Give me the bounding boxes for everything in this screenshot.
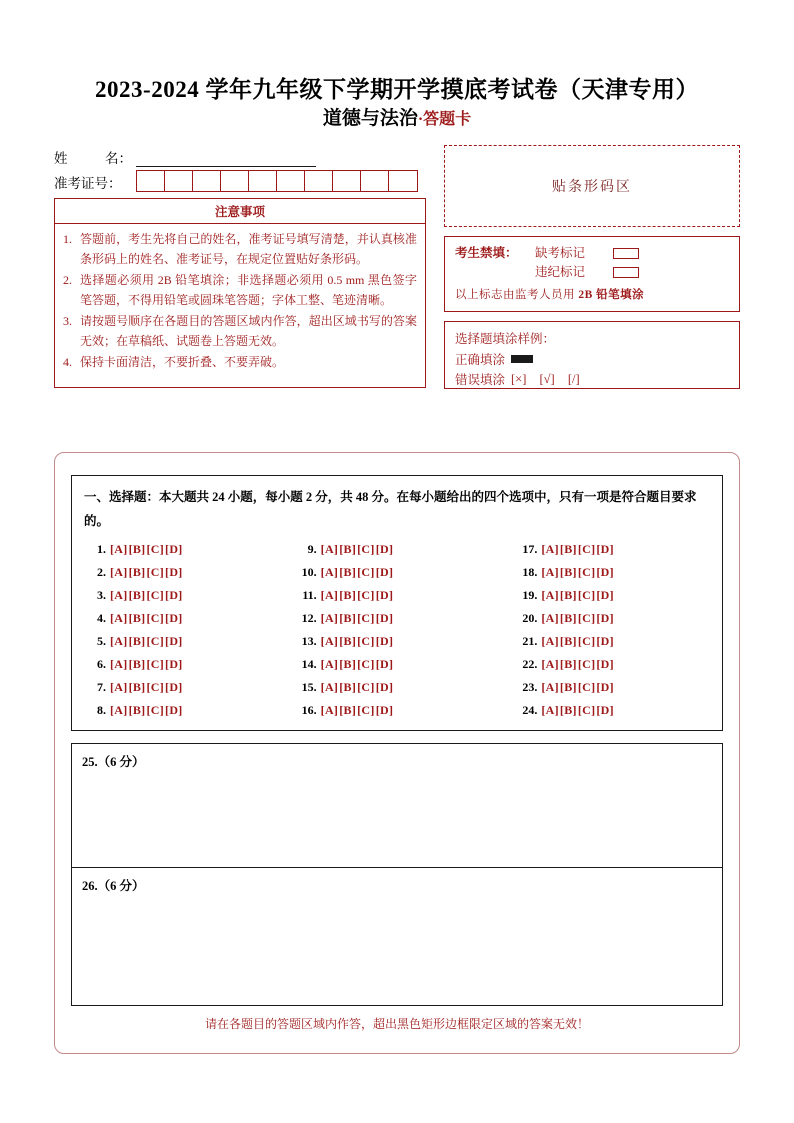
option-d[interactable]: [D] — [596, 610, 614, 625]
candidate-info-column — [54, 145, 426, 389]
question-25-area[interactable] — [71, 743, 723, 868]
option-c[interactable]: [C] — [577, 541, 596, 556]
mc-number: 21. — [522, 633, 538, 648]
name-field-row — [54, 145, 426, 167]
mc-options[interactable] — [110, 657, 184, 672]
option-d[interactable]: [D] — [165, 656, 183, 671]
wrong-fill-row — [455, 370, 729, 388]
option-c[interactable]: [C] — [357, 587, 375, 602]
option-b[interactable]: [B] — [339, 656, 357, 671]
option-c[interactable]: [C] — [146, 610, 165, 625]
option-a[interactable]: [A] — [541, 587, 559, 602]
option-a[interactable]: [A] — [110, 679, 128, 694]
mc-row[interactable] — [515, 630, 710, 653]
mc-row[interactable] — [515, 538, 710, 561]
mc-row[interactable] — [84, 699, 279, 722]
footer-note: 请在各题目的答题区域内作答，超出黑色矩形边框限定区域的答案无效！ — [204, 1016, 589, 1031]
subject-title — [0, 107, 794, 132]
option-d[interactable]: [D] — [165, 610, 183, 625]
mc-options[interactable] — [541, 703, 615, 718]
mc-number: 3. — [97, 587, 106, 602]
mc-options[interactable] — [110, 611, 184, 626]
notes-body — [54, 223, 426, 388]
option-a[interactable]: [A] — [110, 541, 128, 556]
correct-fill-row — [455, 350, 729, 368]
mc-options[interactable] — [321, 588, 395, 603]
mc-row[interactable] — [295, 561, 490, 584]
option-c[interactable]: [C] — [357, 633, 375, 648]
mc-row[interactable] — [84, 538, 279, 561]
option-d[interactable]: [D] — [375, 679, 394, 694]
forbidden-marks-panel — [444, 236, 740, 312]
mc-number: 15. — [301, 679, 317, 694]
mc-row[interactable] — [295, 699, 490, 722]
mc-number: 20. — [522, 610, 538, 625]
option-a[interactable]: [A] — [541, 656, 559, 671]
notes-title: 注意事项 — [54, 198, 426, 223]
mc-options[interactable] — [321, 611, 395, 626]
option-c[interactable]: [C] — [146, 679, 165, 694]
exam-number-boxes[interactable] — [136, 170, 418, 192]
check-mark-icon: [√] — [539, 371, 555, 386]
option-b[interactable]: [B] — [339, 610, 357, 625]
option-a[interactable]: [A] — [320, 587, 339, 602]
mc-row[interactable] — [84, 584, 279, 607]
option-a[interactable]: [A] — [110, 656, 128, 671]
note-text: 请按题号顺序在各题目的答题区域内作答，超出区域书写的答案无效；在草稿纸、试题卷上答题无效。 — [80, 314, 417, 348]
barcode-sticker-area — [444, 145, 740, 227]
option-a[interactable]: [A] — [110, 564, 128, 579]
option-d[interactable]: [D] — [596, 564, 614, 579]
option-a[interactable]: [A] — [110, 633, 128, 648]
option-a[interactable]: [A] — [320, 610, 339, 625]
option-b[interactable]: [B] — [559, 541, 577, 556]
option-d[interactable]: [D] — [596, 587, 614, 602]
option-b[interactable]: [B] — [128, 564, 146, 579]
mc-column-3 — [489, 538, 710, 722]
option-d[interactable]: [D] — [165, 541, 183, 556]
mc-column-2 — [279, 538, 490, 722]
option-c[interactable]: [C] — [357, 610, 375, 625]
mc-options[interactable] — [110, 680, 184, 695]
option-b[interactable]: [B] — [128, 587, 146, 602]
option-d[interactable]: [D] — [375, 656, 394, 671]
mc-number: 16. — [301, 702, 317, 717]
option-c[interactable]: [C] — [146, 656, 165, 671]
option-b[interactable]: [B] — [559, 564, 577, 579]
forbidden-footnote — [455, 286, 729, 302]
mc-number: 17. — [522, 541, 538, 556]
option-b[interactable]: [B] — [559, 587, 577, 602]
note-number: 2. — [63, 273, 72, 288]
option-a[interactable]: [A] — [320, 633, 339, 648]
mc-options[interactable] — [321, 703, 395, 718]
mc-options[interactable] — [110, 542, 184, 557]
mc-row[interactable] — [515, 584, 710, 607]
option-c[interactable]: [C] — [577, 564, 596, 579]
option-a[interactable]: [A] — [541, 679, 559, 694]
mc-row[interactable] — [295, 584, 490, 607]
exam-number-cell[interactable] — [165, 171, 193, 191]
mc-number: 19. — [522, 587, 538, 602]
mc-number: 11. — [302, 587, 317, 602]
option-b[interactable]: [B] — [339, 564, 357, 579]
header-section — [54, 145, 740, 389]
violation-mark-checkbox[interactable] — [613, 267, 639, 278]
mc-number: 8. — [97, 702, 106, 717]
note-number: 1. — [63, 232, 72, 247]
option-b[interactable]: [B] — [559, 633, 577, 648]
violation-mark-row — [455, 263, 729, 282]
mc-options[interactable] — [541, 657, 615, 672]
mc-options[interactable] — [110, 703, 184, 718]
exam-number-cell[interactable] — [137, 171, 165, 191]
mc-number: 14. — [301, 656, 317, 671]
option-c[interactable]: [C] — [357, 679, 375, 694]
option-d[interactable]: [D] — [165, 587, 183, 602]
mc-options[interactable] — [110, 634, 184, 649]
option-a[interactable]: [A] — [110, 587, 128, 602]
mc-number: 4. — [97, 610, 106, 625]
mc-number: 24. — [522, 702, 538, 717]
absent-mark-checkbox[interactable] — [613, 248, 639, 259]
forbidden-footnote-prefix: 以上标志由监考人员用 — [454, 288, 579, 301]
mc-row[interactable] — [515, 561, 710, 584]
mc-options[interactable] — [110, 565, 184, 580]
mc-options[interactable] — [541, 680, 615, 695]
option-d[interactable]: [D] — [596, 656, 614, 671]
mc-column-1 — [84, 538, 279, 722]
mc-number: 7. — [97, 679, 106, 694]
option-b[interactable]: [B] — [128, 541, 146, 556]
mc-options[interactable] — [321, 542, 395, 557]
mc-row[interactable] — [84, 561, 279, 584]
mc-row[interactable] — [295, 630, 490, 653]
answer-region — [54, 452, 740, 1054]
exam-number-cell[interactable] — [305, 171, 333, 191]
mc-number: 5. — [97, 633, 106, 648]
option-c[interactable]: [C] — [577, 702, 596, 717]
mc-row[interactable] — [295, 607, 490, 630]
mc-number: 6. — [97, 656, 106, 671]
correct-fill-label: 正确填涂 — [454, 353, 505, 368]
note-text: 保持卡面清洁，不要折叠、不要弄破。 — [80, 355, 285, 370]
option-d[interactable]: [D] — [375, 633, 394, 648]
name-label — [54, 147, 136, 167]
option-a[interactable]: [A] — [320, 702, 339, 717]
mc-row[interactable] — [84, 607, 279, 630]
mc-options[interactable] — [541, 634, 615, 649]
option-c[interactable]: [C] — [146, 587, 165, 602]
wrong-fill-marks — [511, 372, 590, 387]
option-a[interactable]: [A] — [320, 679, 339, 694]
absent-mark-label: 缺考标记 — [534, 246, 585, 261]
option-d[interactable]: [D] — [596, 679, 614, 694]
option-a[interactable]: [A] — [110, 702, 128, 717]
mc-number: 9. — [307, 541, 317, 556]
option-a[interactable]: [A] — [541, 541, 559, 556]
exam-number-label: 准考证号： — [54, 176, 122, 192]
question-26-label: 26.（6 分） — [82, 878, 145, 893]
exam-number-cell[interactable] — [193, 171, 221, 191]
option-d[interactable]: [D] — [165, 702, 183, 717]
option-a[interactable]: [A] — [320, 564, 339, 579]
slash-mark-icon: [/] — [567, 371, 580, 386]
option-c[interactable]: [C] — [577, 633, 596, 648]
option-d[interactable]: [D] — [165, 564, 183, 579]
violation-mark-label: 违纪标记 — [534, 265, 585, 280]
barcode-area-label: 贴条形码区 — [551, 180, 632, 196]
mc-options[interactable] — [110, 588, 184, 603]
exam-number-cell[interactable] — [389, 171, 417, 191]
forbidden-label: 考生禁填： — [454, 246, 518, 261]
note-item — [63, 312, 417, 351]
absent-mark-row — [455, 244, 729, 263]
answer-sheet-label: ·答题卡 — [417, 110, 472, 128]
option-d[interactable]: [D] — [596, 633, 614, 648]
option-c[interactable]: [C] — [146, 541, 165, 556]
option-c[interactable]: [C] — [577, 610, 596, 625]
name-label-part1: 姓 — [54, 151, 68, 167]
mc-row[interactable] — [84, 653, 279, 676]
note-number: 4. — [63, 355, 72, 370]
multiple-choice-box — [71, 475, 723, 731]
option-c[interactable]: [C] — [357, 702, 375, 717]
mc-row[interactable] — [515, 699, 710, 722]
exam-number-cell[interactable] — [249, 171, 277, 191]
option-a[interactable]: [A] — [541, 633, 559, 648]
mc-options[interactable] — [541, 542, 615, 557]
name-label-part2: 名： — [105, 151, 132, 167]
note-number: 3. — [63, 314, 72, 329]
option-b[interactable]: [B] — [128, 702, 146, 717]
mc-row[interactable] — [515, 607, 710, 630]
note-item — [63, 271, 417, 310]
option-b[interactable]: [B] — [339, 679, 357, 694]
option-d[interactable]: [D] — [596, 541, 614, 556]
option-b[interactable]: [B] — [339, 633, 357, 648]
mc-options[interactable] — [321, 657, 395, 672]
wrong-fill-label: 错误填涂 — [454, 373, 505, 388]
mc-number: 1. — [97, 541, 106, 556]
mc-number: 18. — [522, 564, 538, 579]
option-b[interactable]: [B] — [559, 610, 577, 625]
option-d[interactable]: [D] — [375, 702, 394, 717]
option-d[interactable]: [D] — [596, 702, 614, 717]
mc-row[interactable] — [295, 676, 490, 699]
mc-row[interactable] — [84, 676, 279, 699]
fill-sample-title: 选择题填涂样例： — [454, 332, 555, 347]
option-b[interactable]: [B] — [339, 587, 357, 602]
exam-number-cell[interactable] — [333, 171, 361, 191]
option-b[interactable]: [B] — [339, 541, 357, 556]
option-c[interactable]: [C] — [146, 702, 165, 717]
mc-options[interactable] — [541, 588, 615, 603]
subject-name: 道德与法治 — [322, 107, 418, 129]
option-c[interactable]: [C] — [577, 679, 596, 694]
option-b[interactable]: [B] — [128, 679, 146, 694]
option-a[interactable]: [A] — [541, 564, 559, 579]
mc-number: 22. — [522, 656, 538, 671]
exam-number-cell[interactable] — [221, 171, 249, 191]
mc-number: 2. — [97, 564, 106, 579]
option-a[interactable]: [A] — [541, 702, 559, 717]
mc-row[interactable] — [515, 676, 710, 699]
filled-bubble-icon — [511, 355, 533, 363]
option-d[interactable]: [D] — [165, 679, 183, 694]
option-d[interactable]: [D] — [165, 633, 183, 648]
exam-number-cell[interactable] — [361, 171, 389, 191]
option-b[interactable]: [B] — [339, 702, 357, 717]
note-text: 选择题必须用 2B 铅笔填涂；非选择题必须用 0.5 mm 黑色签字笔答题，不得用铅笔或圆珠笔答题；字体工整、笔迹清晰。 — [80, 273, 417, 307]
option-a[interactable]: [A] — [320, 656, 339, 671]
option-c[interactable]: [C] — [577, 656, 596, 671]
option-d[interactable]: [D] — [375, 564, 394, 579]
note-text: 答题前，考生先将自己的姓名，准考证号填写清楚，并认真核准条形码上的姓名、准考证号，在规定位置贴好条形码。 — [80, 232, 417, 266]
option-d[interactable]: [D] — [375, 587, 394, 602]
mc-options[interactable] — [321, 634, 395, 649]
option-c[interactable]: [C] — [146, 633, 165, 648]
name-input[interactable] — [136, 151, 316, 167]
multiple-choice-heading: 一、选择题：本大题共 24 小题，每小题 2 分，共 48 分。在每小题给出的四个选项中，只有一项是符合题目要求的。 — [84, 490, 697, 528]
option-c[interactable]: [C] — [146, 564, 165, 579]
exam-title: 2023-2024 学年九年级下学期开学摸底考试卷（天津专用） — [95, 77, 699, 102]
note-item — [63, 230, 417, 269]
question-26-area[interactable] — [71, 868, 723, 1006]
forbidden-footnote-bold: 2B 铅笔填涂 — [578, 288, 645, 301]
option-d[interactable]: [D] — [375, 610, 394, 625]
mc-options[interactable] — [541, 565, 615, 580]
mc-number: 12. — [301, 610, 317, 625]
mc-row[interactable] — [515, 653, 710, 676]
option-c[interactable]: [C] — [357, 541, 375, 556]
right-panels-column — [444, 145, 740, 389]
mc-row[interactable] — [295, 538, 490, 561]
option-c[interactable]: [C] — [357, 564, 375, 579]
option-a[interactable]: [A] — [541, 610, 559, 625]
multiple-choice-columns — [84, 538, 710, 722]
mc-row[interactable] — [295, 653, 490, 676]
exam-number-cell[interactable] — [277, 171, 305, 191]
option-b[interactable]: [B] — [559, 702, 577, 717]
option-c[interactable]: [C] — [577, 587, 596, 602]
option-d[interactable]: [D] — [375, 541, 394, 556]
option-a[interactable]: [A] — [320, 541, 339, 556]
note-item — [63, 353, 417, 372]
mc-number: 23. — [522, 679, 538, 694]
fill-sample-panel — [444, 321, 740, 389]
page-title — [0, 0, 794, 131]
mc-row[interactable] — [84, 630, 279, 653]
option-b[interactable]: [B] — [128, 633, 146, 648]
mc-number: 13. — [301, 633, 317, 648]
option-b[interactable]: [B] — [128, 610, 146, 625]
option-c[interactable]: [C] — [357, 656, 375, 671]
mc-number: 10. — [301, 564, 317, 579]
mc-options[interactable] — [321, 680, 395, 695]
mc-options[interactable] — [321, 565, 395, 580]
option-b[interactable]: [B] — [559, 679, 577, 694]
option-a[interactable]: [A] — [110, 610, 128, 625]
question-25-label: 25.（6 分） — [82, 754, 145, 769]
cross-mark-icon: [×] — [511, 371, 527, 386]
option-b[interactable]: [B] — [128, 656, 146, 671]
exam-number-field-row — [54, 170, 426, 192]
option-b[interactable]: [B] — [559, 656, 577, 671]
mc-options[interactable] — [541, 611, 615, 626]
